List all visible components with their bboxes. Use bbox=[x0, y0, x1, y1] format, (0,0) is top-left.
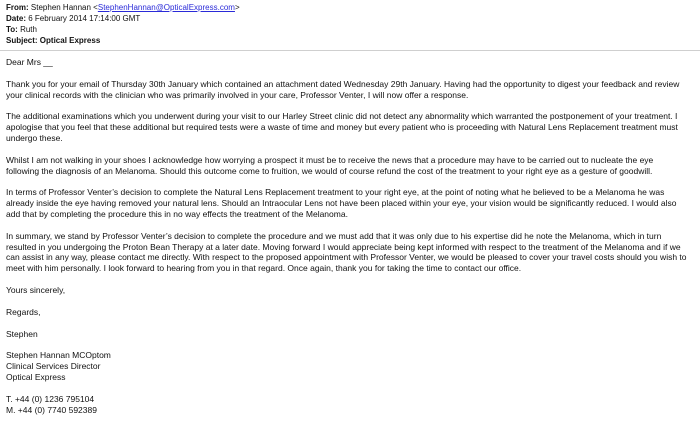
signature-phone: T. +44 (0) 1236 795104 bbox=[6, 393, 95, 404]
date-row bbox=[6, 13, 694, 24]
signature-spacer bbox=[6, 383, 688, 394]
subject-value: Optical Express bbox=[39, 36, 101, 45]
signature-company: Optical Express bbox=[6, 371, 66, 382]
date-label: Date: bbox=[6, 14, 27, 23]
paragraph-5: In summary, we stand by Professor Venter’s decision to complete the procedure and we must add that it was only due to his expertise did he note the Melanoma, which in turn resulted in you undergoing the Proton Bean Therapy at a later date. Moving forward I would appreciate being kept informed with respect to the treatment of the Melanoma and if we can assist in any way, please contact me directly. With respect to the proposed appointment with Professor Venter, we would be pleased to cover your travel costs should you wish to meet with him personally. I look forward to hearing from you in that regard. Once again, thank you for taking the time to contact our office. bbox=[6, 230, 687, 274]
greeting: Dear Mrs __ bbox=[6, 57, 53, 67]
signature-name: Stephen Hannan MCOptom bbox=[6, 350, 111, 361]
paragraph-3: Whilst I am not walking in your shoes I acknowledge how worrying a prospect it must be to receive the news that a procedure may have to be carried out to nucleate the eye following the diagnosis of an Melanoma. Should this outcome come to fruition, we would of course refund the cost of the treatment to your right eye as a gesture of goodwill. bbox=[6, 154, 654, 176]
subject-row bbox=[6, 35, 694, 46]
signature-title: Clinical Services Director bbox=[6, 361, 101, 372]
signature-mobile: M. +44 (0) 7740 592389 bbox=[6, 404, 97, 415]
regards: Regards, bbox=[6, 306, 41, 317]
from-email-link[interactable]: StephenHannan@OpticalExpress.com bbox=[97, 3, 235, 12]
paragraph-4: In terms of Professor Venter’s decision to complete the Natural Lens Replacement treatment to your right eye, at the point of noting what he believed to be a Melanoma he was already inside the eye having removed your natural lens. Should an Intraocular Lens not have been placed within your eye, your vision would be significantly reduced. I would also add that by completing the procedure this in no way effects the treatment of the Melanoma. bbox=[6, 187, 677, 219]
closing: Yours sincerely, bbox=[6, 284, 66, 295]
from-label: From: bbox=[6, 3, 29, 12]
subject-label: Subject: bbox=[6, 36, 38, 45]
header-divider bbox=[0, 50, 700, 51]
email-header bbox=[6, 2, 694, 46]
to-label: To: bbox=[6, 25, 18, 34]
from-name: Stephen Hannan < bbox=[30, 3, 98, 12]
email-body bbox=[6, 57, 688, 415]
date-value: 6 February 2014 17:14:00 GMT bbox=[28, 14, 141, 23]
first-name: Stephen bbox=[6, 328, 38, 339]
from-close: > bbox=[234, 3, 240, 12]
from-row bbox=[6, 2, 694, 13]
paragraph-2: The additional examinations which you underwent during your visit to our Harley Street clinic did not detect any abnormality which warranted the postponement of your treatment. I apologise that you feel that these additional but required tests were a waste of time and money but every patient who is proceeding with Natural Lens Replacement treatment must undergo these. bbox=[6, 111, 678, 143]
to-value: Ruth bbox=[20, 25, 37, 34]
paragraph-1: Thank you for your email of Thursday 30th January which contained an attachment dated Wednesday 29th January. Having had the opportunity to digest your feedback and review your clinical records with the clinician who was primarily involved in your care, Professor Venter, I will now offer a response. bbox=[6, 78, 680, 100]
to-row bbox=[6, 24, 694, 35]
